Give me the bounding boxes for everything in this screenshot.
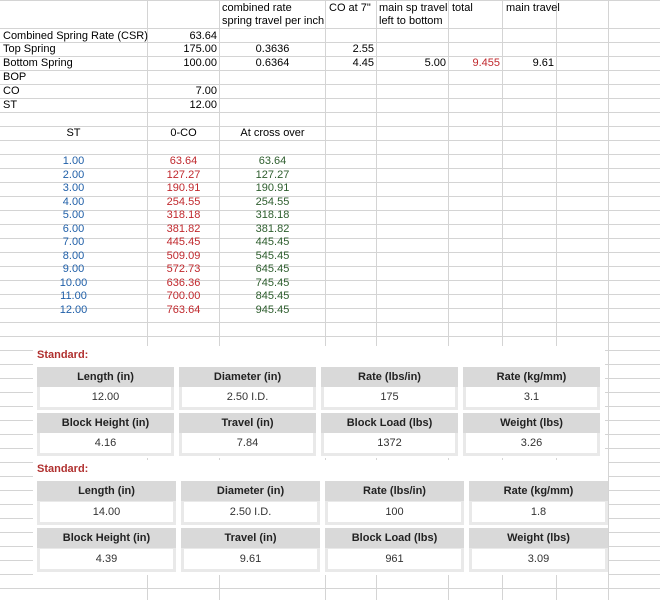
- spec-value: 100: [328, 502, 461, 522]
- spec-cell: [37, 413, 174, 456]
- value-csr[interactable]: 63.64: [189, 30, 217, 42]
- spec-value: 2.50 I.D.: [184, 502, 317, 522]
- header-main-travel[interactable]: main travel: [506, 2, 560, 14]
- table-cell-st[interactable]: 11.00: [60, 290, 87, 302]
- label-csr[interactable]: Combined Spring Rate (CSR): [3, 30, 148, 42]
- spec-value: 3.09: [472, 549, 605, 569]
- table-cell-st[interactable]: 1.00: [62, 155, 85, 167]
- spec-value: 7.84: [182, 433, 313, 453]
- table-cell-st[interactable]: 3.00: [62, 182, 85, 194]
- spec-panel-bottom-spring: [33, 460, 608, 575]
- header-co-at-7[interactable]: CO at 7": [329, 2, 371, 14]
- table-cell-at-cross-over[interactable]: 63.64: [258, 155, 287, 167]
- spec-label: Weight (lbs): [469, 528, 608, 548]
- table-cell-0-co[interactable]: 700.00: [166, 290, 201, 302]
- value-bottom-spring-travel[interactable]: 0.6364: [255, 57, 290, 69]
- spec-cell: [181, 528, 320, 572]
- header-total[interactable]: total: [452, 2, 473, 14]
- spec-label: Block Load (lbs): [325, 528, 464, 548]
- spec-cell: [37, 367, 174, 410]
- table-cell-0-co[interactable]: 63.64: [169, 155, 198, 167]
- spec-value: 9.61: [184, 549, 317, 569]
- table-cell-st[interactable]: 10.00: [59, 276, 88, 289]
- spec-cell: [325, 528, 464, 572]
- table-cell-0-co[interactable]: 509.09: [166, 249, 201, 262]
- spec-cell: [469, 481, 608, 525]
- label-bop[interactable]: BOP: [3, 71, 27, 83]
- table-cell-st[interactable]: 12.00: [59, 303, 88, 316]
- table-cell-st[interactable]: 7.00: [62, 236, 85, 248]
- spec-label: Travel (in): [181, 528, 320, 548]
- table-cell-at-cross-over[interactable]: 254.55: [255, 195, 290, 208]
- header-left-to-bottom[interactable]: left to bottom: [379, 15, 443, 27]
- value-total[interactable]: 9.455: [472, 57, 500, 69]
- spec-label: Diameter (in): [179, 367, 316, 387]
- spec-value: 961: [328, 549, 461, 569]
- spec-value: 1.8: [472, 502, 605, 522]
- spec-cell: [181, 481, 320, 525]
- table-cell-at-cross-over[interactable]: 190.91: [255, 182, 290, 194]
- table-cell-st[interactable]: 2.00: [62, 168, 85, 181]
- table-cell-at-cross-over[interactable]: 945.45: [255, 303, 290, 316]
- table-cell-0-co[interactable]: 445.45: [166, 236, 201, 248]
- table-cell-0-co[interactable]: 190.91: [166, 182, 201, 194]
- spec-label: Length (in): [37, 481, 176, 501]
- spec-cell: [469, 528, 608, 572]
- table-cell-at-cross-over[interactable]: 445.45: [255, 236, 290, 248]
- table-cell-st[interactable]: 4.00: [62, 195, 85, 208]
- spec-label: Rate (lbs/in): [321, 367, 458, 387]
- value-bottom-spring-co[interactable]: 4.45: [352, 57, 374, 69]
- table-cell-at-cross-over[interactable]: 545.45: [255, 249, 290, 262]
- spec-title: Standard:: [37, 349, 89, 361]
- spec-value: 4.16: [40, 433, 171, 453]
- spec-value: 12.00: [40, 387, 171, 407]
- spec-cell: [463, 413, 600, 456]
- table-cell-0-co[interactable]: 572.73: [166, 263, 201, 275]
- spec-cell: [321, 367, 458, 410]
- value-co[interactable]: 7.00: [195, 85, 217, 97]
- table-cell-at-cross-over[interactable]: 845.45: [255, 290, 290, 302]
- label-co[interactable]: CO: [3, 85, 20, 97]
- table-cell-st[interactable]: 5.00: [62, 209, 85, 221]
- value-main-sp-travel[interactable]: 5.00: [424, 57, 446, 69]
- spec-panel-top-spring: [33, 346, 605, 458]
- spec-label: Rate (kg/mm): [463, 367, 600, 387]
- spec-label: Rate (kg/mm): [469, 481, 608, 501]
- spec-value: 4.39: [40, 549, 173, 569]
- table-cell-0-co[interactable]: 763.64: [166, 303, 201, 316]
- spec-label: Diameter (in): [181, 481, 320, 501]
- label-bottom-spring[interactable]: Bottom Spring: [3, 57, 73, 69]
- table-cell-0-co[interactable]: 254.55: [166, 195, 201, 208]
- spec-cell: [37, 528, 176, 572]
- spec-value: 1372: [324, 433, 455, 453]
- spec-label: Rate (lbs/in): [325, 481, 464, 501]
- header-spring-travel-per-inch[interactable]: spring travel per inch: [222, 15, 325, 27]
- value-bottom-spring-rate[interactable]: 100.00: [183, 57, 217, 69]
- table-cell-at-cross-over[interactable]: 127.27: [255, 168, 290, 181]
- value-top-spring-rate[interactable]: 175.00: [183, 43, 217, 55]
- spec-label: Block Height (in): [37, 528, 176, 548]
- header-combined-rate[interactable]: combined rate: [222, 2, 292, 14]
- spec-label: Length (in): [37, 367, 174, 387]
- table-cell-0-co[interactable]: 318.18: [166, 209, 201, 221]
- table-header-at-cross-over[interactable]: At cross over: [240, 127, 305, 139]
- spec-value: 3.1: [466, 387, 597, 407]
- spec-value: 2.50 I.D.: [182, 387, 313, 407]
- value-main-travel[interactable]: 9.61: [532, 57, 554, 69]
- table-cell-st[interactable]: 8.00: [62, 249, 85, 262]
- spec-label: Block Load (lbs): [321, 413, 458, 433]
- spec-cell: [37, 481, 176, 525]
- value-st[interactable]: 12.00: [189, 99, 217, 111]
- spec-label: Weight (lbs): [463, 413, 600, 433]
- table-cell-0-co[interactable]: 381.82: [166, 222, 201, 235]
- value-top-spring-travel[interactable]: 0.3636: [255, 43, 290, 55]
- spec-value: 175: [324, 387, 455, 407]
- spec-cell: [179, 367, 316, 410]
- table-cell-at-cross-over[interactable]: 745.45: [255, 276, 290, 289]
- table-header-0-co[interactable]: 0-CO: [170, 127, 197, 139]
- table-cell-st[interactable]: 9.00: [62, 263, 85, 275]
- spec-cell: [325, 481, 464, 525]
- spec-title: Standard:: [37, 463, 89, 475]
- label-top-spring[interactable]: Top Spring: [3, 43, 56, 55]
- spec-label: Travel (in): [179, 413, 316, 433]
- spec-cell: [179, 413, 316, 456]
- spec-cell: [463, 367, 600, 410]
- table-cell-at-cross-over[interactable]: 318.18: [255, 209, 290, 221]
- table-header-st[interactable]: ST: [66, 127, 81, 139]
- spec-value: 3.26: [466, 433, 597, 453]
- table-cell-0-co[interactable]: 636.36: [166, 276, 201, 289]
- spec-label: Block Height (in): [37, 413, 174, 433]
- spec-cell: [321, 413, 458, 456]
- table-cell-at-cross-over[interactable]: 645.45: [255, 263, 290, 275]
- table-cell-0-co[interactable]: 127.27: [166, 168, 201, 181]
- header-main-sp-travel[interactable]: main sp travel: [379, 2, 448, 14]
- table-cell-st[interactable]: 6.00: [62, 222, 85, 235]
- table-cell-at-cross-over[interactable]: 381.82: [255, 222, 290, 235]
- spec-value: 14.00: [40, 502, 173, 522]
- label-st[interactable]: ST: [3, 99, 18, 111]
- value-top-spring-co[interactable]: 2.55: [352, 43, 374, 55]
